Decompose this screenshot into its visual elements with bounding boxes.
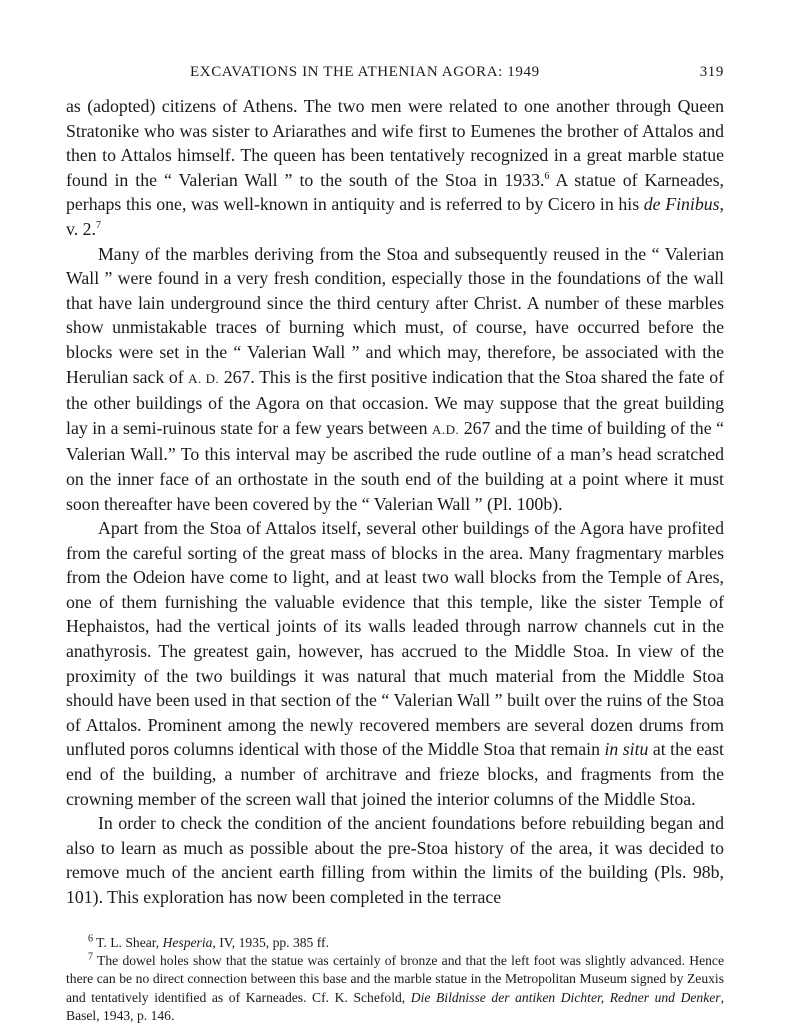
italic-title: de Finibus — [643, 194, 720, 215]
paragraph-1: as (adopted) citizens of Athens. The two men were related to one another through Queen Stratonike who was sister to Ariarathes and wife first to Eumenes the brother of Attalos and then to Attalos himself. The queen has been tentatively recognized in a great marble statue found in the “ Valerian Wall ” to the south of the Stoa in 1933.$^6$ A statue of Karneades, perhaps this one, was well-known in antiquity and is referred to by Cicero in his de Finibus, v. 2.$^7$ — [66, 96, 724, 239]
footnote-number: 6 — [88, 933, 93, 945]
paragraph-3: Apart from the Stoa of Attalos itself, several other buildings of the Agora have profited from the careful sorting of the great mass of blocks in the area. Many fragmentary marbles from the Odeion have come to light, and at least two wall blocks from the Temple of Ares, one of them furnishing the valuable evidence that this temple, like the sister Temple of Hephaistos, had the vertical joints of its walls leaded through narrow channels cut in the anathyrosis. The greatest gain, however, has accrued to the Middle Stoa. In view of the proximity of the two buildings it was natural that much material from the Middle Stoa should have been used in that section of the “ Valerian Wall ” built over the ruins of the Stoa of Attalos. Prominent among the newly recovered members are several dozen drums from unfluted poros columns identical with those of the Middle Stoa that remain in situ at the east end of the building, a number of architrave and frieze blocks, and fragments from the crowning member of the screen wall that joined the interior columns of the Middle Stoa. — [66, 518, 724, 809]
paragraph-2: Many of the marbles deriving from the Stoa and subsequently reused in the “ Valerian Wall ” were found in a very fresh condition, especially those in the foundations of the wall that have lain underground since the third century after Christ. A number of these marbles show unmistakable traces of burning which must, of course, have occurred before the blocks were set in the “ Valerian Wall ” and which may, therefore, be associated with the Herulian sack of A. D. 267. This is the first positive indication that the Stoa shared the fate of the other buildings of the Agora on that occasion. We may suppose that the great building lay in a semi-ruinous state for a few years between A.D. 267 and the time of building of the “ Valerian Wall.” To this interval may be ascribed the rude outline of a man’s head scratched on the inner face of an orthostate in the south end of the building at a point where it must soon thereafter have been covered by the “ Valerian Wall ” (Pl. 100b). — [66, 243, 725, 514]
paragraph-4: In order to check the condition of the ancient foundations before rebuilding began and also to learn as much as possible about the pre-Stoa history of the area, it was decided to remove much of the ancient earth filling from within the limits of the building (Pls. 98b, 101). This exploration has now been completed in the terrace — [66, 813, 724, 907]
body-text — [66, 94, 724, 910]
italic-title: Die Bildnisse der antiken Dichter, Redner und Denker — [410, 989, 721, 1005]
running-title: EXCAVATIONS IN THE ATHENIAN AGORA: 1949 — [190, 64, 540, 80]
footnotes — [66, 934, 724, 1026]
italic-title: Hesperia — [162, 934, 213, 950]
italic-phrase: in situ — [604, 739, 649, 760]
footnote-number: 7 — [88, 951, 93, 963]
footnote-7: $^7$ The dowel holes show that the statue was certainly of bronze and that the left foot was slightly advanced. Hence there can be no direct connection between this base and the marble statue in the Metropolitan Museum signed by Zeuxis and tentatively identified as of Karneades. Cf. K. Schefold, Die Bildnisse der antiken Dichter, Redner und Denker, Basel, 1943, p. 146. — [66, 951, 724, 1024]
date-abbrev: A. D. — [188, 370, 220, 386]
page-number: 319 — [699, 64, 724, 80]
page — [66, 60, 724, 1026]
date-abbrev: A.D. — [431, 421, 460, 437]
footnote-6: $^6$ T. L. Shear, Hesperia, IV, 1935, pp. 385 ff. — [88, 933, 329, 950]
footnote-ref-6: 6 — [544, 170, 550, 182]
footnote-ref-7: 7 — [95, 220, 101, 232]
running-header — [66, 60, 724, 84]
